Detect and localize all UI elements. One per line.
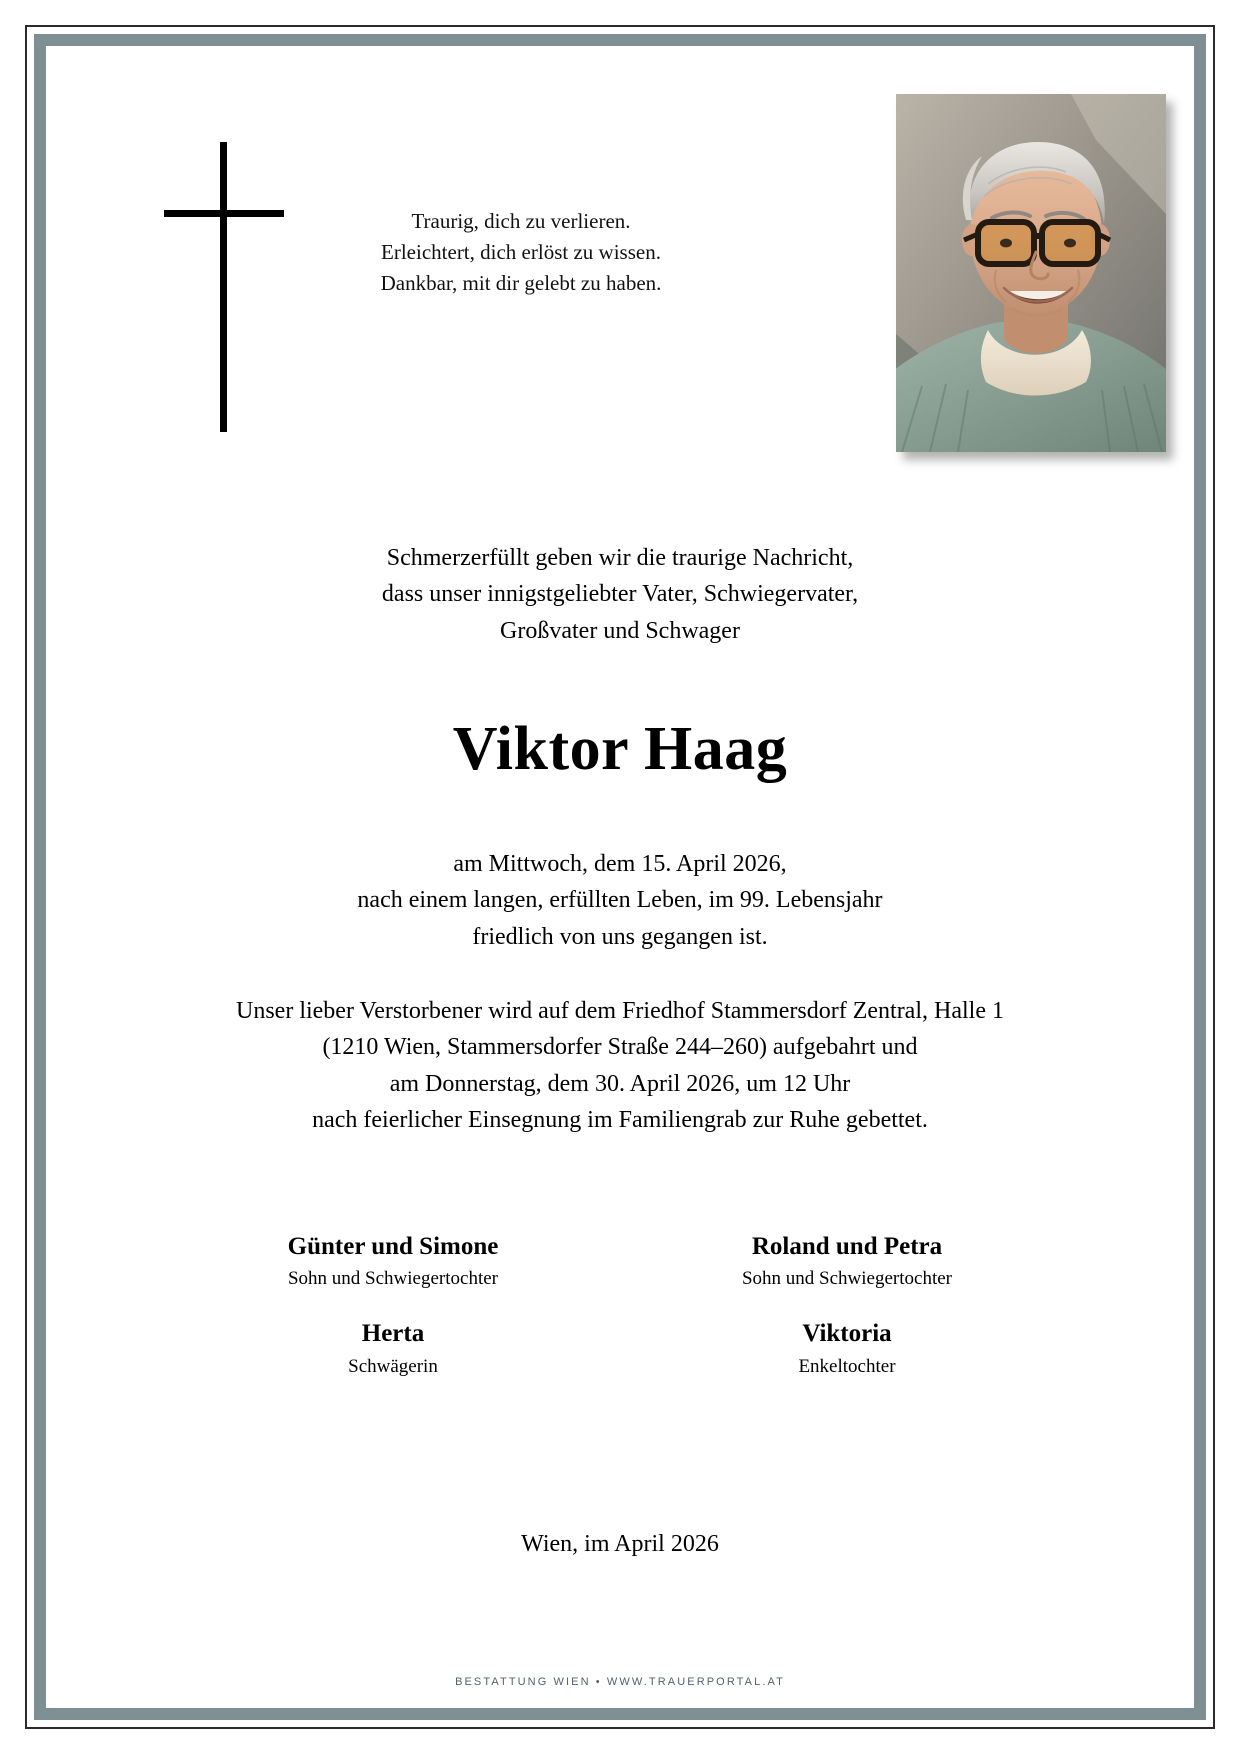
intro-line-3: Großvater und Schwager	[500, 617, 740, 644]
survivor-entry	[166, 1318, 620, 1379]
death-line-2: nach einem langen, erfüllten Leben, im 99. Lebensjahr	[357, 887, 883, 914]
death-details	[116, 846, 1124, 955]
portrait-photo	[896, 94, 1166, 452]
death-line-1: am Mittwoch, dem 15. April 2026,	[453, 850, 787, 877]
survivor-names: Günter und Simone	[287, 1232, 499, 1260]
verse-line-3: Dankbar, mit dir gelebt zu haben.	[380, 271, 662, 296]
survivors-column-right	[620, 1231, 1074, 1379]
funeral-line-2: (1210 Wien, Stammersdorfer Straße 244–260) aufgebahrt und	[322, 1034, 918, 1061]
survivor-relation: Schwägerin	[348, 1355, 438, 1377]
announcement-body	[46, 540, 1194, 1139]
verse-line-2: Erleichtert, dich erlöst zu wissen.	[381, 240, 661, 265]
survivor-names: Viktoria	[802, 1320, 892, 1348]
funeral-line-4: nach feierlicher Einsegnung im Familiengrab zur Ruhe gebettet.	[312, 1107, 928, 1134]
intro-line-1: Schmerzerfüllt geben wir die traurige Nachricht,	[386, 545, 854, 571]
intro-text	[116, 540, 1124, 649]
portrait-frame	[896, 94, 1166, 452]
latin-cross-icon	[164, 142, 284, 432]
survivor-entry	[166, 1231, 620, 1292]
survivor-entry	[620, 1231, 1074, 1292]
intro-line-2: dass unser innigstgeliebter Vater, Schwiegervater,	[381, 581, 859, 608]
survivor-relation: Sohn und Schwiegertochter	[741, 1268, 952, 1290]
survivors-section	[46, 1231, 1194, 1379]
survivors-column-left	[166, 1231, 620, 1379]
cross-vertical-bar	[220, 142, 227, 432]
death-line-3: friedlich von uns gegangen ist.	[472, 923, 768, 950]
funeral-details	[116, 993, 1124, 1139]
survivor-relation: Sohn und Schwiegertochter	[287, 1268, 498, 1290]
survivor-names: Roland und Petra	[751, 1232, 943, 1260]
survivor-entry	[620, 1318, 1074, 1379]
footer-credit: BESTATTUNG WIEN • WWW.TRAUERPORTAL.AT	[455, 1676, 785, 1688]
header-zone	[46, 46, 1194, 476]
survivor-names: Herta	[361, 1320, 425, 1348]
funeral-line-1: Unser lieber Verstorbener wird auf dem Friedhof Stammersdorf Zentral, Halle 1	[236, 998, 1004, 1024]
verse-line-1: Traurig, dich zu verlieren.	[411, 209, 631, 233]
cross-horizontal-bar	[164, 210, 284, 217]
deceased-name: Viktor Haag	[452, 715, 788, 784]
survivor-relation: Enkeltochter	[798, 1355, 896, 1377]
closing-line: Wien, im April 2026	[521, 1531, 719, 1558]
card-content	[46, 46, 1194, 1708]
memorial-verse	[346, 206, 696, 299]
funeral-line-3: am Donnerstag, dem 30. April 2026, um 12 Uhr	[389, 1070, 851, 1097]
